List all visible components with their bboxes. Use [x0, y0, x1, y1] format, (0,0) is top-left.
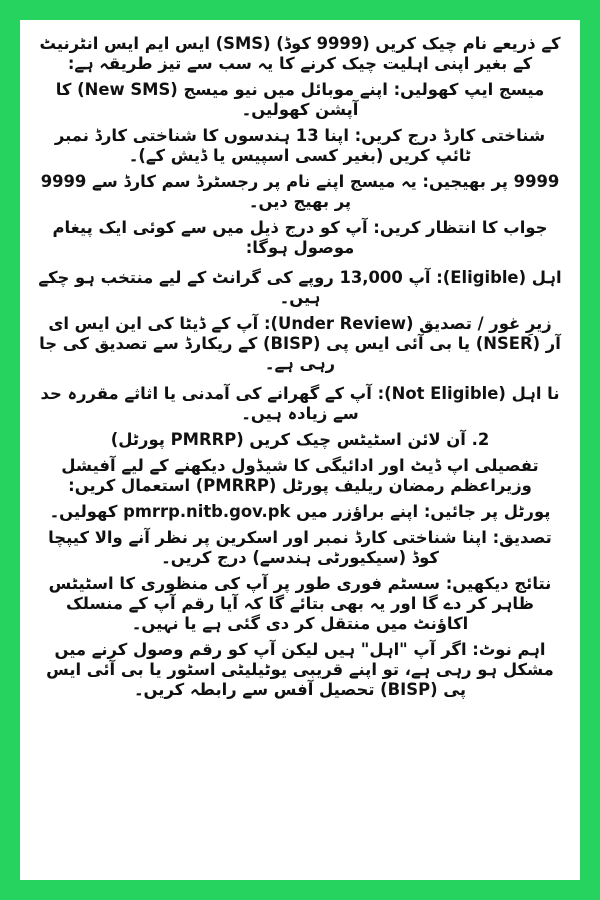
status-eligible: اہل (Eligible): آپ 13,000 روپے کی گرانٹ کے لیے منتخب ہو چکے ہیں۔ [38, 268, 562, 307]
status-not-eligible: نا اہل (Not Eligible): آپ کے گھرانے کی آمدنی یا اثاثے مقررہ حد سے زیادہ ہیں۔ [40, 384, 560, 423]
step-wait-reply: جواب کا انتظار کریں: آپ کو درج ذیل میں سے کوئی ایک پیغام موصول ہوگا: [52, 218, 548, 257]
step-send-9999: 9999 پر بھیجیں: یہ میسج اپنے نام پر رجسٹرڈ سم کارڈ سے 9999 پر بھیج دیں۔ [40, 172, 560, 211]
status-under-review: زیرِ غور / تصدیق (Under Review): آپ کے ڈیٹا کی این ایس ای آر (NSER) یا بی آئی ایس پی (BISP) کے ریکارڈ سے تصدیق کی جا رہی ہے۔ [39, 314, 561, 373]
portal-intro: تفصیلی اپ ڈیٹ اور ادائیگی کا شیڈول دیکھنے کے لیے آفیشل وزیراعظم رمضان ریلیف پورٹل (PMRRP) استعمال کریں: [61, 456, 539, 495]
step-verify-captcha: تصدیق: اپنا شناختی کارڈ نمبر اور اسکرین پر نظر آنے والا کیپچا کوڈ (سیکیورٹی ہندسے) درج کریں۔ [48, 528, 552, 567]
step-view-results: نتائج دیکھیں: سسٹم فوری طور پر آپ کی منظوری کا اسٹیٹس ظاہر کر دے گا اور یہ بھی بتائے گا کہ آیا رقم آپ کے منسلک اکاؤنٹ میں منتقل کر دی گئی ہے یا نہیں۔ [48, 574, 552, 633]
important-note: اہم نوٹ: اگر آپ "اہل" ہیں لیکن آپ کو رقم وصول کرنے میں مشکل ہو رہی ہے، تو اپنے قریبی یوٹیلیٹی اسٹور یا بی آئی ایس پی (BISP) تحصیل آفس سے رابطہ کریں۔ [46, 640, 554, 699]
step-open-sms-app: میسج ایپ کھولیں: اپنے موبائل میں نیو میسج (New SMS) کا آپشن کھولیں۔ [55, 80, 545, 119]
section-online-check-heading: 2. آن لائن اسٹیٹس چیک کریں (PMRRP پورٹل) [110, 430, 490, 449]
document-body [38, 34, 562, 876]
step-enter-cnic: شناختی کارڈ درج کریں: اپنا 13 ہندسوں کا شناختی کارڈ نمبر ٹائپ کریں (بغیر کسی اسپیس یا ڈیش کے)۔ [54, 126, 546, 165]
step-visit-portal: پورٹل پر جائیں: اپنے براؤزر میں pmrrp.nitb.gov.pk کھولیں۔ [49, 502, 551, 521]
sms-method-intro: کے ذریعے نام چیک کریں (9999 کوڈ) (SMS) ایس ایم ایس انٹرنیٹ کے بغیر اپنی اہلیت چیک کرنے کا یہ سب سے تیز طریقہ ہے: [39, 34, 561, 73]
